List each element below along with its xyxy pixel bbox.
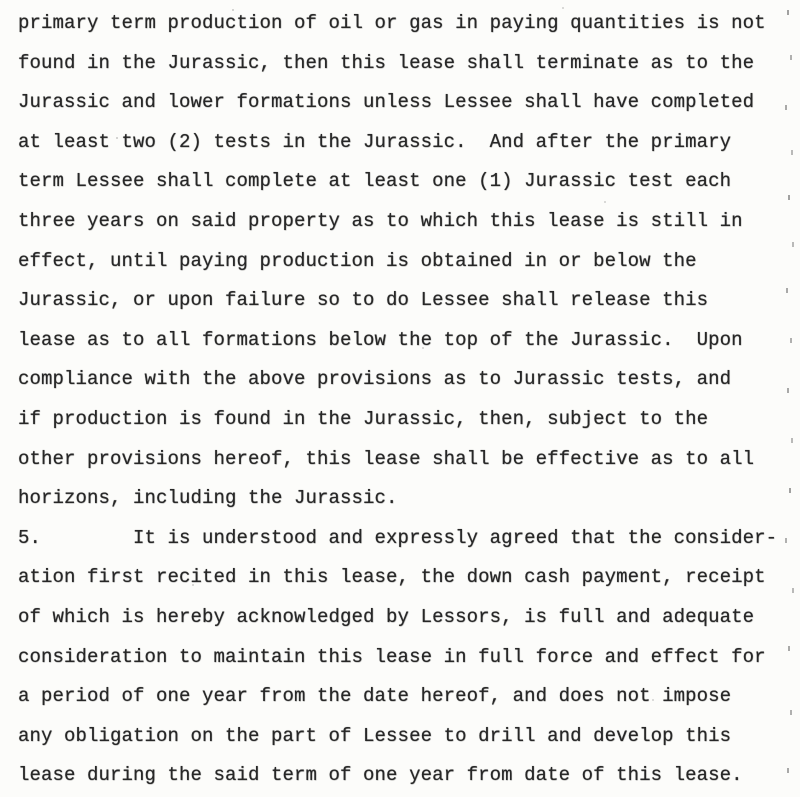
text-line: consideration to maintain this lease in full force and effect for (18, 645, 766, 668)
text-line: primary term production of oil or gas in paying quantities is not (18, 12, 766, 34)
text-line: ation first recited in this lease, the down cash payment, receipt (18, 566, 766, 589)
document-text (18, 4, 800, 796)
text-line: any obligation on the part of Lessee to drill and develop this (18, 724, 732, 747)
text-line: term Lessee shall complete at least one (1) Jurassic test each (18, 170, 732, 193)
text-line: other provisions hereof, this lease shall be effective as to all (18, 447, 755, 470)
text-line: lease as to all formations below the top of the Jurassic. Upon (18, 328, 743, 351)
text-line: 5. It is understood and expressly agreed that the consider- (18, 526, 778, 549)
text-line: if production is found in the Jurassic, then, subject to the (18, 407, 709, 430)
text-line: Jurassic and lower formations unless Lessee shall have completed (18, 91, 755, 114)
scan-edge-artifacts (787, 10, 789, 15)
text-line: effect, until paying production is obtained in or below the (18, 249, 697, 272)
scan-speckle-artifacts (232, 9, 234, 11)
text-line: horizons, including the Jurassic. (18, 487, 398, 510)
text-line: lease during the said term of one year from date of this lease. (18, 764, 743, 787)
text-line: three years on said property as to which this lease is still in (18, 209, 743, 232)
text-line: compliance with the above provisions as to Jurassic tests, and (18, 368, 732, 391)
text-line: Jurassic, or upon failure so to do Lessee shall release this (18, 289, 709, 312)
text-line: found in the Jurassic, then this lease shall terminate as to the (18, 51, 755, 74)
text-line: of which is hereby acknowledged by Lessors, is full and adequate (18, 605, 755, 628)
text-line: at least two (2) tests in the Jurassic. And after the primary (18, 130, 732, 153)
text-line: a period of one year from the date hereof, and does not impose (18, 685, 732, 708)
